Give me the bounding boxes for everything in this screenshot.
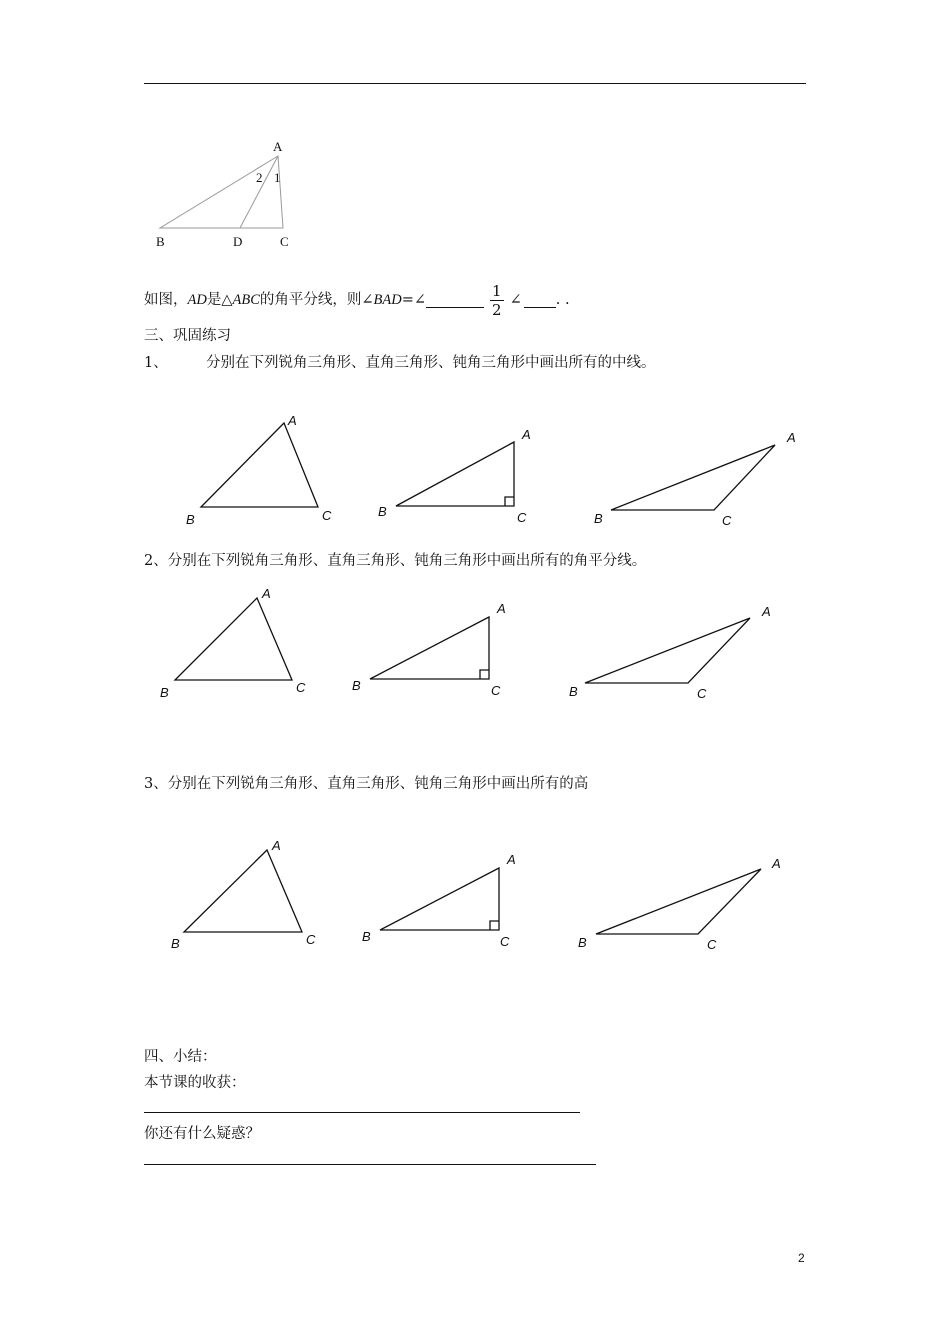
label-b: B [569,684,578,699]
exercise-1-text: 分别在下列锐角三角形、直角三角形、钝角三角形中画出所有的中线。 [206,355,656,371]
label-c: C [306,932,316,947]
page-number: 2 [798,1251,805,1265]
label-c: C [280,234,289,249]
label-a: A [497,601,506,616]
label-angle-2: 2 [256,170,263,185]
fraction-numerator: 1 [492,282,502,300]
label-a: A [787,430,796,445]
label-c: C [500,934,510,949]
label-c: C [296,680,306,695]
obtuse-triangle [596,869,761,934]
q-bad: BAD [373,292,402,309]
label-a: A [272,838,281,853]
label-a: A [288,413,297,428]
fraction-denominator: 2 [492,301,502,319]
label-b: B [352,678,361,693]
section-4-heading: 四、小结： [144,1049,217,1065]
label-c: C [697,686,707,701]
label-b: B [378,504,387,519]
label-c: C [491,683,501,698]
label-a: A [273,139,283,154]
q-text-6: . . [555,292,570,309]
label-a: A [522,427,531,442]
label-a: A [762,604,771,619]
label-angle-1: 1 [274,170,281,185]
doubt-answer-line[interactable] [144,1164,596,1165]
exercise-2-text: 2、分别在下列锐角三角形、直角三角形、钝角三角形中画出所有的角平分线。 [144,553,647,569]
exercise-3-text: 3、分别在下列锐角三角形、直角三角形、钝角三角形中画出所有的高 [144,776,589,792]
label-a: A [772,856,781,871]
label-c: C [322,508,332,523]
label-b: B [186,512,195,527]
q-abc: ABC [232,292,260,309]
label-a: A [507,852,516,867]
right-triangle [380,868,499,930]
label-d: D [233,234,243,249]
q-text-3: 的角平分线，则∠ [259,292,374,309]
label-c: C [722,513,732,528]
label-c: C [517,510,527,525]
q-text-5: ∠ [509,292,522,309]
q-ad: AD [187,292,207,309]
label-b: B [594,511,603,526]
right-angle-mark [490,921,499,930]
label-b: B [160,685,169,700]
exercise-1-number: 1、 [144,355,168,371]
gain-answer-line[interactable] [144,1112,580,1113]
label-b: B [362,929,371,944]
label-b: B [156,234,165,249]
acute-triangle [184,850,302,932]
label-a: A [262,586,271,601]
section-3-heading: 三、巩固练习 [144,328,231,344]
label-c: C [707,937,717,952]
label-b: B [171,936,180,951]
q-text-2: 是△ [206,292,233,309]
gain-prompt: 本节课的收获： [144,1075,246,1091]
label-b: B [578,935,587,950]
doubt-prompt: 你还有什么疑惑？ [144,1126,260,1142]
q-text-4: =∠ [401,292,427,309]
q-text-1: 如图， [144,292,188,309]
